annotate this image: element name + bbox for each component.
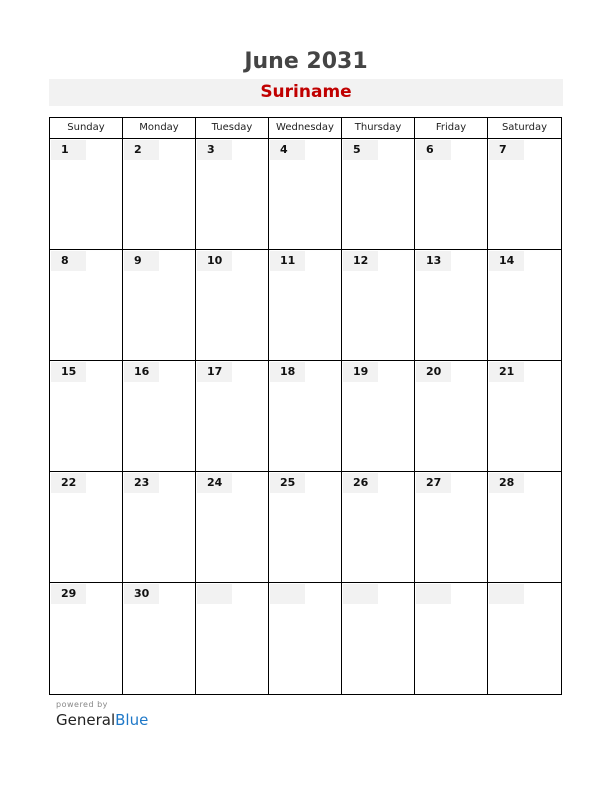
day-cell [196,361,269,472]
weekday-header: Sunday [50,118,123,139]
day-number [416,584,451,604]
page-title: June 2031 [244,49,368,74]
day-cell [196,472,269,583]
day-number: 21 [489,362,524,382]
country-banner [49,79,563,106]
day-number: 6 [416,140,451,160]
day-cell [488,139,561,250]
day-number: 10 [197,251,232,271]
day-cell [342,250,415,361]
brand-logo[interactable] [56,711,148,729]
day-number: 9 [124,251,159,271]
day-number: 5 [343,140,378,160]
day-number: 18 [270,362,305,382]
day-cell [342,139,415,250]
weekday-header: Tuesday [196,118,269,139]
day-cell [342,361,415,472]
day-number: 29 [51,584,86,604]
day-number: 27 [416,473,451,493]
day-cell [269,139,342,250]
day-cell [50,139,123,250]
day-cell [269,472,342,583]
day-number: 24 [197,473,232,493]
weekday-header: Monday [123,118,196,139]
day-cell [123,139,196,250]
day-cell [50,250,123,361]
day-cell [269,583,342,694]
day-number: 12 [343,251,378,271]
day-number: 30 [124,584,159,604]
day-cell [123,361,196,472]
weekday-header: Thursday [342,118,415,139]
day-cell [415,583,488,694]
day-cell [415,139,488,250]
day-cell [342,583,415,694]
day-cell [196,139,269,250]
day-number: 2 [124,140,159,160]
day-number: 16 [124,362,159,382]
powered-by-text: powered by [56,700,108,709]
day-cell [415,472,488,583]
day-number: 1 [51,140,86,160]
footer [56,700,148,729]
day-number: 11 [270,251,305,271]
day-cell [415,361,488,472]
weekday-header: Friday [415,118,488,139]
day-cell [488,472,561,583]
day-cell [123,583,196,694]
day-number: 28 [489,473,524,493]
day-number: 14 [489,251,524,271]
brand-blue: Blue [115,711,149,729]
day-cell [50,361,123,472]
day-cell [50,583,123,694]
day-number [343,584,378,604]
day-number: 8 [51,251,86,271]
day-cell [269,250,342,361]
day-cell [488,583,561,694]
day-number [270,584,305,604]
day-number [489,584,524,604]
country-name: Suriname [260,82,352,102]
day-cell [342,472,415,583]
day-cell [123,250,196,361]
day-cell [415,250,488,361]
day-cell [50,472,123,583]
day-number [197,584,232,604]
day-cell [196,250,269,361]
day-cell [196,583,269,694]
day-number: 13 [416,251,451,271]
day-number: 22 [51,473,86,493]
day-number: 26 [343,473,378,493]
day-cell [269,361,342,472]
day-cell [488,361,561,472]
day-number: 3 [197,140,232,160]
day-number: 4 [270,140,305,160]
day-number: 17 [197,362,232,382]
day-number: 15 [51,362,86,382]
calendar-grid [49,117,562,695]
weekday-header: Wednesday [269,118,342,139]
day-number: 23 [124,473,159,493]
weekday-header: Saturday [488,118,561,139]
day-number: 20 [416,362,451,382]
day-cell [488,250,561,361]
day-number: 7 [489,140,524,160]
brand-general: General [56,711,116,729]
day-number: 19 [343,362,378,382]
day-number: 25 [270,473,305,493]
day-cell [123,472,196,583]
